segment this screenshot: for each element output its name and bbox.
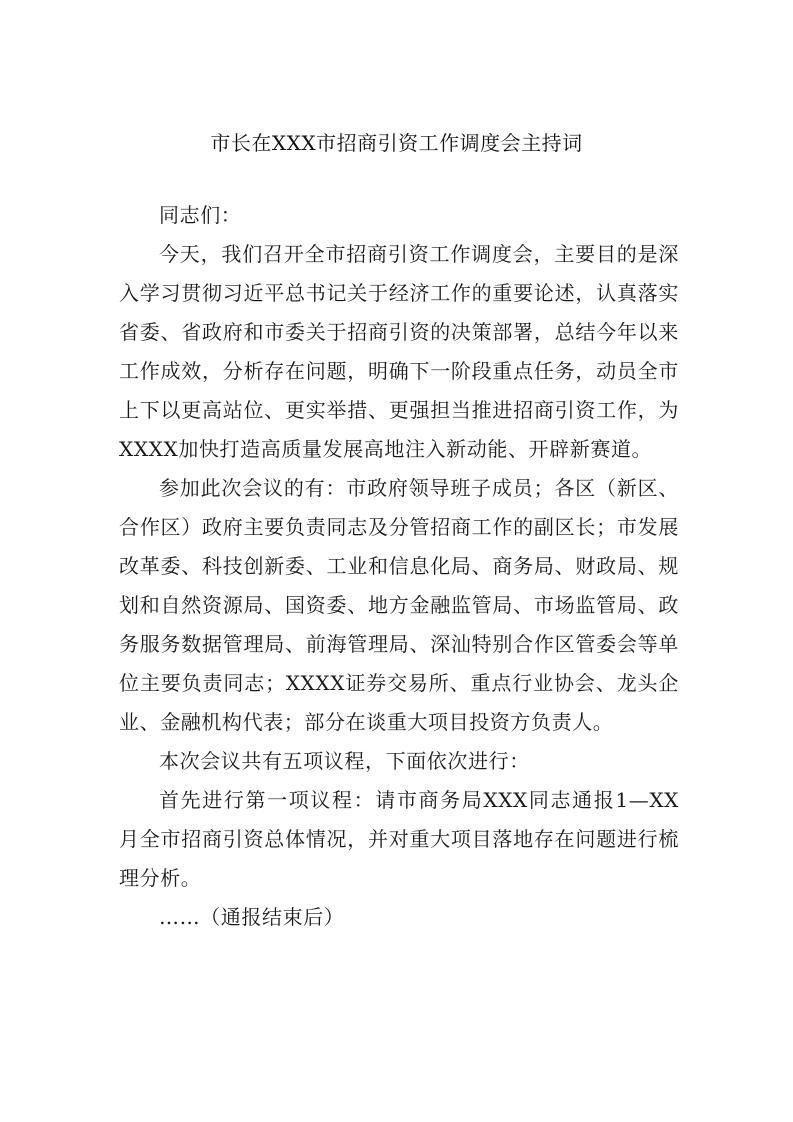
purpose-paragraph: 今天，我们召开全市招商引资工作调度会，主要目的是深入学习贯彻习近平总书记关于经济工作的重要论述，认真落实省委、省政府和市委关于招商引资的决策部署，总结今年以来工作成效，分析存在问题，明确下一阶段重点任务，动员全市上下以更高站位、更实举措、更强担当推进招商引资工作，为XXXX加快打造高质量发展高地注入新动能、开辟新赛道。 xyxy=(119,242,679,461)
report-end-note: ……（通报结束后） xyxy=(159,905,345,929)
attendees-paragraph: 参加此次会议的有：市政府领导班子成员；各区（新区、合作区）政府主要负责同志及分管招商工作的副区长；市发展改革委、科技创新委、工业和信息化局、商务局、财政局、规划和自然资源局、国资委、地方金融监管局、市场监管局、政务服务数据管理局、前海管理局、深汕特别合作区管委会等单位主要负责同志；XXXX证券交易所、重点行业协会、龙头企业、金融机构代表；部分在谈重大项目投资方负责人。 xyxy=(119,476,679,734)
document-body xyxy=(119,196,679,937)
greeting-paragraph: 同志们： xyxy=(159,203,242,227)
document-title: 市长在XXX市招商引资工作调度会主持词 xyxy=(210,131,583,155)
agenda-item-one-paragraph: 首先进行第一项议程：请市商务局XXX同志通报1—XX月全市招商引资总体情况，并对重大项目落地存在问题进行梳理分析。 xyxy=(119,788,679,890)
agenda-intro-paragraph: 本次会议共有五项议程，下面依次进行： xyxy=(159,749,530,773)
